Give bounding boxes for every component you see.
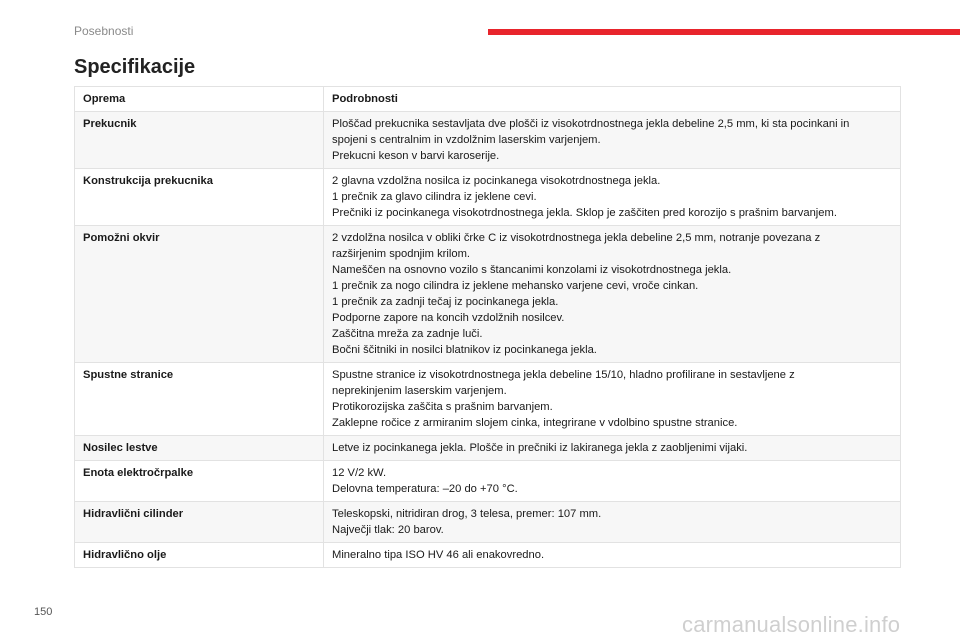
details-line: Delovna temperatura: –20 do +70 °C. [332, 483, 518, 495]
details-line: Teleskopski, nitridiran drog, 3 telesa, premer: 107 mm. [332, 508, 602, 520]
details-line: Nameščen na osnovno vozilo s štancanimi konzolami iz visokotrdnostnega jekla. [332, 264, 732, 276]
details-line: Spustne stranice iz visokotrdnostnega jekla debeline 15/10, hladno profilirane in sestavljene z [332, 369, 795, 381]
table-row [75, 461, 901, 502]
equipment-cell: Hidravlični cilinder [75, 502, 324, 543]
details-line: Ploščad prekucnika sestavljata dve plošči iz visokotrdnostnega jekla debeline 2,5 mm, ki sta pocinkani in [332, 118, 850, 130]
details-line: 1 prečnik za zadnji tečaj iz pocinkanega jekla. [332, 296, 559, 308]
table-row [75, 363, 901, 436]
equipment-cell: Pomožni okvir [75, 226, 324, 363]
specifications-table [74, 86, 901, 568]
page-number: 150 [34, 606, 53, 618]
details-line: Podporne zapore na koncih vzdolžnih nosilcev. [332, 312, 565, 324]
column-header-equipment: Oprema [75, 87, 324, 112]
details-line: 1 prečnik za nogo cilindra iz jeklene mehansko varjene cevi, vroče cinkan. [332, 280, 699, 292]
details-line: Bočni ščitniki in nosilci blatnikov iz pocinkanega jekla. [332, 344, 597, 356]
details-line: neprekinjenim laserskim varjenjem. [332, 385, 507, 397]
details-line: Protikorozijska zaščita s prašnim barvanjem. [332, 401, 553, 413]
equipment-cell: Hidravlično olje [75, 543, 324, 568]
column-header-details: Podrobnosti [324, 87, 901, 112]
table-row [75, 436, 901, 461]
details-cell [324, 169, 901, 226]
page-title: Specifikacije [74, 56, 196, 78]
details-line: spojeni s centralnim in vzdolžnim laserskim varjenjem. [332, 134, 601, 146]
details-cell [324, 461, 901, 502]
details-line: Prekucni keson v barvi karoserije. [332, 150, 500, 162]
details-line: Letve iz pocinkanega jekla. Plošče in prečniki iz lakiranega jekla z zaobljenimi vijaki. [332, 442, 748, 454]
table-row [75, 112, 901, 169]
equipment-cell: Konstrukcija prekucnika [75, 169, 324, 226]
details-cell [324, 112, 901, 169]
details-cell [324, 543, 901, 568]
details-line: razširjenim spodnjim krilom. [332, 248, 471, 260]
details-line: 2 vzdolžna nosilca v obliki črke C iz visokotrdnostnega jekla debeline 2,5 mm, notranje povezana z [332, 232, 821, 244]
details-cell [324, 436, 901, 461]
section-name: Posebnosti [74, 24, 134, 38]
equipment-cell: Enota elektročrpalke [75, 461, 324, 502]
table-body [75, 112, 901, 568]
accent-bar [488, 29, 960, 35]
table-row [75, 543, 901, 568]
details-line: 12 V/2 kW. [332, 467, 387, 479]
table-row [75, 169, 901, 226]
details-line: Zaklepne ročice z armiranim slojem cinka, integrirane v vdolbino spustne stranice. [332, 417, 738, 429]
table-row [75, 226, 901, 363]
details-line: Mineralno tipa ISO HV 46 ali enakovredno. [332, 549, 545, 561]
equipment-cell: Nosilec lestve [75, 436, 324, 461]
equipment-cell: Prekucnik [75, 112, 324, 169]
watermark: carmanualsonline.info [682, 612, 901, 637]
table-row [75, 502, 901, 543]
details-line: 1 prečnik za glavo cilindra iz jeklene cevi. [332, 191, 537, 203]
details-line: Zaščitna mreža za zadnje luči. [332, 328, 483, 340]
details-cell [324, 226, 901, 363]
equipment-cell: Spustne stranice [75, 363, 324, 436]
details-line: Prečniki iz pocinkanega visokotrdnostnega jekla. Sklop je zaščiten pred korozijo s prašnim barvanjem. [332, 207, 837, 219]
details-cell [324, 363, 901, 436]
details-line: 2 glavna vzdolžna nosilca iz pocinkanega visokotrdnostnega jekla. [332, 175, 661, 187]
table-header-row [75, 87, 901, 112]
details-cell [324, 502, 901, 543]
details-line: Največji tlak: 20 barov. [332, 524, 444, 536]
